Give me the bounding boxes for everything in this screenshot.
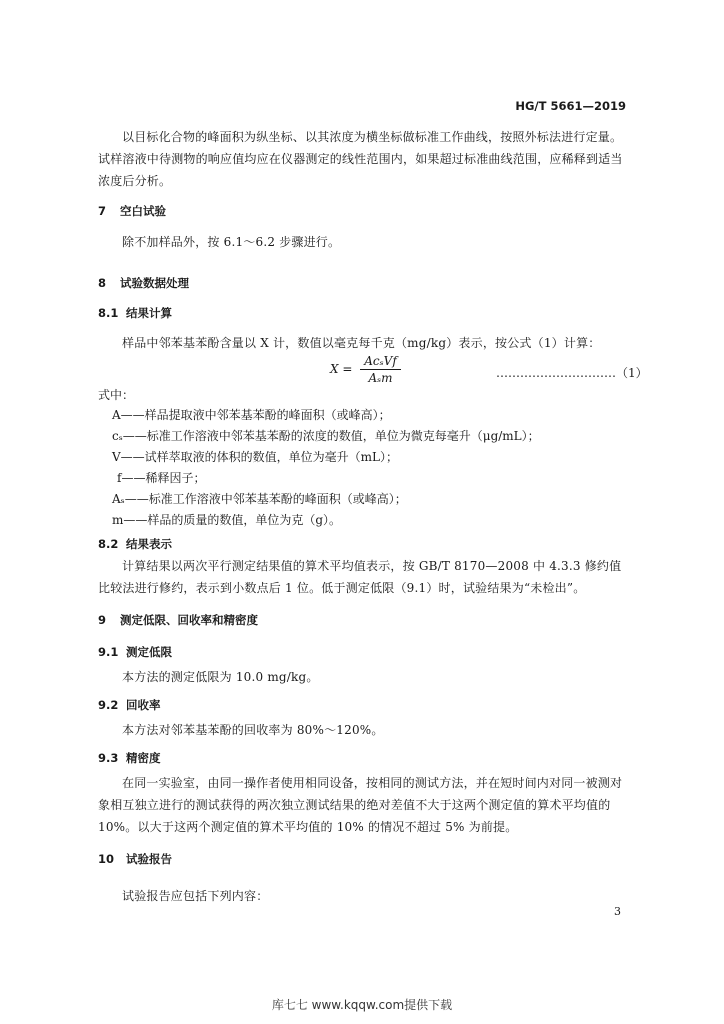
variable-item: cₛ——标准工作溶液中邻苯基苯酚的浓度的数值，单位为微克每毫升（μg/mL）； — [112, 429, 540, 443]
intro-paragraph: 以目标化合物的峰面积为纵坐标、以其浓度为横坐标做标准工作曲线，按照外标法进行定量。试样溶液中待测物的响应值均应在仪器测定的线性范围内，如果超过标准曲线范围，应稀释到适当浓度后分析。 — [98, 130, 623, 188]
equation-number — [496, 364, 648, 381]
section-title: 测定低限、回收率和精密度 — [120, 613, 258, 627]
section-9-3-body: 在同一实验室，由同一操作者使用相同设备，按相同的测试方法，并在短时间内对同一被测对象相互独立进行的测试获得的两次独立测试结果的绝对差值不大于这两个测定值的算术平均值的10%。以大于这两个测定值的算术平均值的 10% 的情况不超过 5% 为前提。 — [98, 776, 623, 834]
section-title: 试验报告 — [126, 852, 172, 866]
download-watermark: 库七七 www.kqqw.com提供下载 — [271, 998, 453, 1012]
section-10-body: 试验报告应包括下列内容： — [122, 889, 269, 903]
section-10-heading — [98, 851, 172, 867]
variable-item: Aₛ——标准工作溶液中邻苯基苯酚的峰面积（或峰高）； — [112, 492, 407, 506]
section-number: 9.3 — [98, 751, 119, 765]
section-number: 8.2 — [98, 537, 119, 551]
section-number: 9 — [98, 613, 107, 627]
equation-label: （1） — [616, 366, 648, 380]
standard-number: HG/T 5661—2019 — [515, 99, 626, 113]
section-number: 9.2 — [98, 698, 119, 712]
section-8-1-heading — [98, 305, 172, 321]
section-9-1-heading — [98, 644, 172, 660]
section-9-heading — [98, 612, 258, 628]
formula-fraction — [360, 354, 401, 385]
section-title: 精密度 — [126, 751, 161, 765]
section-number: 9.1 — [98, 645, 119, 659]
section-number: 8 — [98, 276, 107, 290]
equation-leader: ………………………… — [496, 366, 616, 380]
section-7-body: 除不加样品外，按 6.1～6.2 步骤进行。 — [122, 235, 341, 249]
section-title: 空白试验 — [120, 204, 166, 218]
section-title: 测定低限 — [126, 645, 172, 659]
section-7-heading — [98, 203, 166, 219]
formula-denominator: Aₛm — [368, 371, 393, 385]
section-8-1-body: 样品中邻苯基苯酚含量以 X 计，数值以毫克每千克（mg/kg）表示，按公式（1）计算： — [122, 336, 601, 350]
section-title: 试验数据处理 — [120, 276, 189, 290]
section-9-1-body: 本方法的测定低限为 10.0 mg/kg。 — [122, 670, 319, 684]
section-9-2-heading — [98, 697, 161, 713]
section-9-3-heading — [98, 750, 161, 766]
section-title: 结果表示 — [126, 537, 172, 551]
variable-item: A——样品提取液中邻苯基苯酚的峰面积（或峰高）； — [112, 408, 391, 422]
page-number: 3 — [614, 905, 621, 918]
section-8-2-heading — [98, 536, 172, 552]
formula-lhs: X = — [330, 362, 353, 376]
section-9-2-body: 本方法对邻苯基苯酚的回收率为 80%～120%。 — [122, 723, 384, 737]
formula-numerator: AcₛVf — [360, 354, 401, 370]
section-title: 回收率 — [126, 698, 161, 712]
section-title: 结果计算 — [126, 306, 172, 320]
where-label: 式中： — [98, 388, 135, 402]
section-8-heading — [98, 275, 189, 291]
section-number: 7 — [98, 204, 107, 218]
section-number: 8.1 — [98, 306, 119, 320]
variable-item: V——试样萃取液的体积的数值，单位为毫升（mL）； — [112, 450, 399, 464]
variable-item: f——稀释因子； — [117, 471, 206, 485]
variable-item: m——样品的质量的数值，单位为克（g）。 — [112, 513, 342, 527]
formula — [330, 354, 401, 385]
section-number: 10 — [98, 852, 115, 866]
section-8-2-body: 计算结果以两次平行测定结果值的算术平均值表示，按 GB/T 8170—2008 中 4.3.3 修约值比较法进行修约，表示到小数点后 1 位。低于测定低限（9.1）时，试验结果为“未检出”。 — [98, 559, 622, 595]
